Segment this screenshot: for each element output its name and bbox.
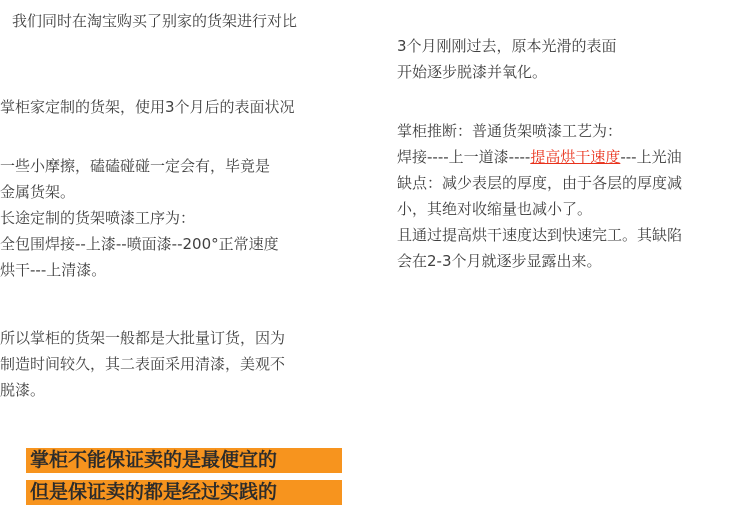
text-line: 缺点：减少表层的厚度，由于各层的厚度减 [397,174,683,192]
highlight-line [26,444,342,476]
text-line: 且通过提高烘干速度达到快速完工。其缺陷 [397,226,683,244]
text-line: 长途定制的货架喷漆工序为： [0,209,196,227]
text-line: 掌柜推断：普通货架喷漆工艺为： [397,122,623,140]
process-prefix: 焊接----上一道漆---- [397,148,531,166]
left-intro-paragraph [12,8,297,34]
text-line: 小，其绝对收缩量也减小了。 [397,200,593,218]
text-line: 我们同时在淘宝购买了别家的货架进行对比 [12,12,298,30]
highlight-callout [26,444,342,508]
text-line: 掌柜家定制的货架，使用3个月后的表面状况 [0,98,295,116]
text-line: 脱漆。 [0,381,46,399]
left-paragraph-bulk-order [0,325,285,403]
left-paragraph-painting-process [0,153,279,283]
left-paragraph-surface-condition [0,94,295,120]
emphasis-red-text: 提高烘干速度 [530,148,621,166]
text-line: 一些小摩擦，磕磕碰碰一定会有，毕竟是 [0,157,271,175]
text-line: 开始逐步脱漆并氧化。 [397,63,548,81]
text-line: 所以掌柜的货架一般都是大批量订货，因为 [0,329,286,347]
text-line: 制造时间较久，其二表面采用清漆，美观不 [0,355,286,373]
highlight-text: 掌柜不能保证卖的是最便宜的 [30,449,278,471]
text-line: 金属货架。 [0,183,76,201]
right-paragraph-inference [397,118,682,274]
highlight-line [26,476,342,508]
right-paragraph-three-months [397,33,617,85]
text-line: 全包围焊接--上漆--喷面漆--200°正常速度 [0,235,279,253]
text-line: 会在2-3个月就逐步显露出来。 [397,252,602,270]
process-suffix: ---上光油 [620,148,682,166]
text-line: 烘干---上清漆。 [0,261,107,279]
text-line: 3个月刚刚过去，原本光滑的表面 [397,37,617,55]
text-line-with-emphasis [397,144,682,170]
highlight-text: 但是保证卖的都是经过实践的 [30,481,278,503]
